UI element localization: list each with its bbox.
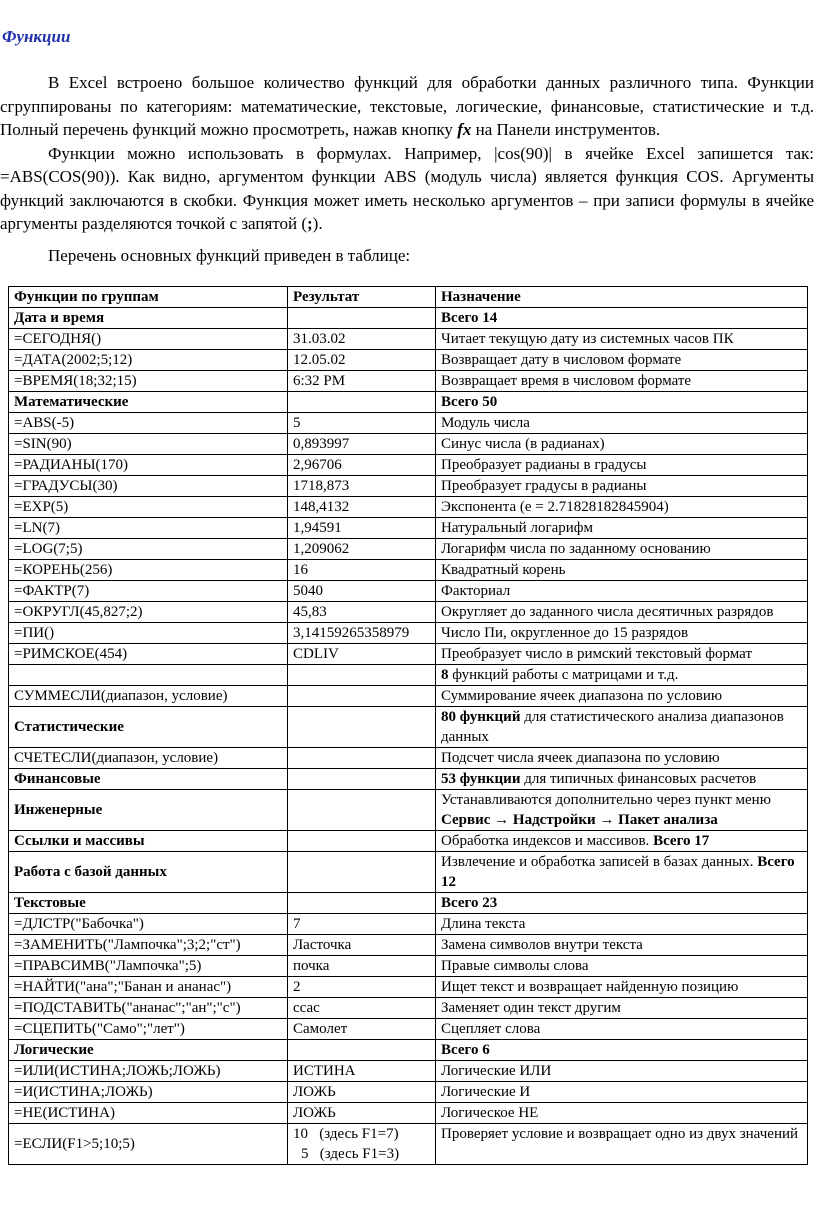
cell-purpose: Логические И: [436, 1082, 808, 1103]
cell-purpose: Суммирование ячеек диапазона по условию: [436, 686, 808, 707]
cell-result: [288, 831, 436, 852]
cell-function: =СЕГОДНЯ(): [9, 329, 288, 350]
cell-result: 5: [288, 413, 436, 434]
stat-text: для статистического анализа диапазонов данных: [441, 709, 784, 745]
cell-purpose: Синус числа (в радианах): [436, 434, 808, 455]
table-row: [9, 707, 808, 748]
cell-result: Самолет: [288, 1019, 436, 1040]
cell-result: [288, 665, 436, 686]
cell-purpose: Округляет до заданного числа десятичных разрядов: [436, 602, 808, 623]
table-row: [9, 455, 808, 476]
matrix-text: функций работы с матрицами и т.д.: [448, 667, 679, 683]
cell-purpose: Длина текста: [436, 914, 808, 935]
cell-group: Финансовые: [9, 769, 288, 790]
cell-result: ЛОЖЬ: [288, 1103, 436, 1124]
cell-result: [288, 790, 436, 831]
cell-result: CDLIV: [288, 644, 436, 665]
table-row: [9, 914, 808, 935]
cell-result: Ласточка: [288, 935, 436, 956]
cell-purpose: Всего 23: [436, 893, 808, 914]
cell-purpose: Читает текущую дату из системных часов ПК: [436, 329, 808, 350]
table-row: [9, 434, 808, 455]
cell-function: =И(ИСТИНА;ЛОЖЬ): [9, 1082, 288, 1103]
intro-p2-text: Функции можно использовать в формулах. Например, |cos(90)| в ячейке Excel запишется так: =ABS(COS(90)). Как видно, аргументом функции ABS (модуль числа) является функция COS. Аргументы функций заключаются в скобки. Функция может иметь несколько аргументов – при записи формулы в ячейке аргументы разделяются точкой с запятой (: [0, 143, 814, 233]
cell-group: Логические: [9, 1040, 288, 1061]
cell-purpose: Преобразует градусы в радианы: [436, 476, 808, 497]
eng-text: Устанавливаются дополнительно через пункт меню: [441, 792, 771, 808]
cell-result: ЛОЖЬ: [288, 1082, 436, 1103]
cell-function: =EXP(5): [9, 497, 288, 518]
cell-purpose: Натуральный логарифм: [436, 518, 808, 539]
table-row: [9, 998, 808, 1019]
cell-result: 2,96706: [288, 455, 436, 476]
cell-function: =ДЛСТР("Бабочка"): [9, 914, 288, 935]
cell-result: 0,893997: [288, 434, 436, 455]
cell-function: =ОКРУГЛ(45,827;2): [9, 602, 288, 623]
cell-function: =LOG(7;5): [9, 539, 288, 560]
cell-purpose: Правые символы слова: [436, 956, 808, 977]
table-row: [9, 893, 808, 914]
cell-result: [288, 748, 436, 769]
cell-group: Статистические: [9, 707, 288, 748]
cell-result: 16: [288, 560, 436, 581]
db-count: Всего 12: [441, 854, 795, 890]
cell-purpose: Факториал: [436, 581, 808, 602]
table-row: [9, 539, 808, 560]
cell-purpose: Число Пи, округленное до 15 разрядов: [436, 623, 808, 644]
cell-function: СЧЕТЕСЛИ(диапазон, условие): [9, 748, 288, 769]
cell-function: =ПОДСТАВИТЬ("ананас";"ан";"с"): [9, 998, 288, 1019]
cell-purpose: Сцепляет слова: [436, 1019, 808, 1040]
cell-purpose: Замена символов внутри текста: [436, 935, 808, 956]
cell-purpose: [436, 707, 808, 748]
cell-purpose: [436, 852, 808, 893]
cell-result: 5040: [288, 581, 436, 602]
table-row: [9, 686, 808, 707]
cell-result: ИСТИНА: [288, 1061, 436, 1082]
cell-function: =ПРАВСИМВ("Лампочка";5): [9, 956, 288, 977]
cell-group: Инженерные: [9, 790, 288, 831]
matrix-count: 8: [441, 667, 449, 683]
header-result: Результат: [288, 287, 436, 308]
table-row: [9, 371, 808, 392]
page-title: Функции: [2, 27, 71, 46]
cell-group: Текстовые: [9, 893, 288, 914]
cell-function: =НАЙТИ("ана";"Банан и ананас"): [9, 977, 288, 998]
table-row: [9, 852, 808, 893]
cell-function: =ЕСЛИ(F1>5;10;5): [9, 1124, 288, 1165]
cell-result: [288, 852, 436, 893]
db-text: Извлечение и обработка записей в базах данных.: [441, 854, 758, 870]
cell-purpose: Возвращает дату в числовом формате: [436, 350, 808, 371]
cell-result: почка: [288, 956, 436, 977]
cell-purpose: Модуль числа: [436, 413, 808, 434]
cell-function: =ФАКТР(7): [9, 581, 288, 602]
if-result-1: 10 (здесь F1=7): [293, 1126, 399, 1142]
cell-result: [288, 893, 436, 914]
cell-result: 1,94591: [288, 518, 436, 539]
cell-purpose: [436, 769, 808, 790]
table-row: [9, 623, 808, 644]
table-row: [9, 1082, 808, 1103]
cell-result: [288, 707, 436, 748]
table-row: [9, 1019, 808, 1040]
cell-result: [288, 769, 436, 790]
cell-result: [288, 308, 436, 329]
cell-function: =СЦЕПИТЬ("Само";"лет"): [9, 1019, 288, 1040]
table-row: [9, 581, 808, 602]
cell-purpose: Логическое НЕ: [436, 1103, 808, 1124]
table-row: [9, 956, 808, 977]
table-row: [9, 935, 808, 956]
cell-result: 7: [288, 914, 436, 935]
cell-result: 45,83: [288, 602, 436, 623]
cell-group: Математические: [9, 392, 288, 413]
table-row: [9, 1040, 808, 1061]
cell-result: [288, 686, 436, 707]
ref-text: Обработка индексов и массивов.: [441, 833, 654, 849]
header-groups: Функции по группам: [9, 287, 288, 308]
intro-paragraph-1: [0, 71, 814, 142]
cell-purpose: Подсчет числа ячеек диапазона по условию: [436, 748, 808, 769]
cell-result: 31.03.02: [288, 329, 436, 350]
cell-purpose: Заменяет один текст другим: [436, 998, 808, 1019]
fin-count: 53 функции: [441, 771, 521, 787]
cell-purpose: [436, 790, 808, 831]
cell-function: =ABS(-5): [9, 413, 288, 434]
cell-function: =LN(7): [9, 518, 288, 539]
intro-paragraph-3: Перечень основных функций приведен в таблице:: [48, 246, 411, 265]
cell-result: [288, 1040, 436, 1061]
cell-group: Дата и время: [9, 308, 288, 329]
cell-purpose: [436, 665, 808, 686]
cell-result: ссас: [288, 998, 436, 1019]
cell-purpose: Всего 50: [436, 392, 808, 413]
cell-function: =КОРЕНЬ(256): [9, 560, 288, 581]
cell-function: =ИЛИ(ИСТИНА;ЛОЖЬ;ЛОЖЬ): [9, 1061, 288, 1082]
cell-purpose: Квадратный корень: [436, 560, 808, 581]
eng-menu-path: Сервис → Надстройки → Пакет анализа: [441, 812, 718, 828]
cell-purpose: Преобразует число в римский текстовый формат: [436, 644, 808, 665]
intro-text-table-lead: [0, 244, 814, 268]
functions-table: [8, 286, 808, 1165]
table-row: [9, 329, 808, 350]
cell-result: [288, 392, 436, 413]
table-row: [9, 977, 808, 998]
cell-result: 6:32 PM: [288, 371, 436, 392]
intro-p2-semicolon: ;: [307, 214, 313, 233]
cell-result: 2: [288, 977, 436, 998]
table-row: [9, 413, 808, 434]
ref-count: Всего 17: [653, 833, 710, 849]
header-purpose: Назначение: [436, 287, 808, 308]
table-row: [9, 497, 808, 518]
table-row: [9, 831, 808, 852]
intro-p2-text-end: ).: [312, 214, 323, 233]
cell-function: =ЗАМЕНИТЬ("Лампочка";3;2;"ст"): [9, 935, 288, 956]
fx-button-label: fx: [457, 120, 472, 139]
intro-p1-text-end: на Панели инструментов.: [471, 120, 661, 139]
cell-group: Работа с базой данных: [9, 852, 288, 893]
cell-function: =НЕ(ИСТИНА): [9, 1103, 288, 1124]
cell-purpose: Ищет текст и возвращает найденную позицию: [436, 977, 808, 998]
table-row: [9, 665, 808, 686]
cell-result: 3,14159265358979: [288, 623, 436, 644]
table-header-row: [9, 287, 808, 308]
cell-purpose: Экспонента (e = 2.71828182845904): [436, 497, 808, 518]
table-row: [9, 769, 808, 790]
fin-text: для типичных финансовых расчетов: [520, 771, 757, 787]
table-row: [9, 308, 808, 329]
table-row: [9, 350, 808, 371]
table-row: [9, 1061, 808, 1082]
cell-result: 1,209062: [288, 539, 436, 560]
intro-paragraph-2: [0, 142, 814, 236]
table-row: [9, 518, 808, 539]
table-row: [9, 1124, 808, 1165]
cell-purpose: Возвращает время в числовом формате: [436, 371, 808, 392]
stat-count: 80 функций: [441, 709, 521, 725]
cell-result: 12.05.02: [288, 350, 436, 371]
cell-purpose: Преобразует радианы в градусы: [436, 455, 808, 476]
cell-function: =ВРЕМЯ(18;32;15): [9, 371, 288, 392]
table-row: [9, 748, 808, 769]
cell-function: =РАДИАНЫ(170): [9, 455, 288, 476]
cell-function: =ГРАДУСЫ(30): [9, 476, 288, 497]
cell-purpose: Проверяет условие и возвращает одно из двух значений: [436, 1124, 808, 1165]
cell-purpose: Логарифм числа по заданному основанию: [436, 539, 808, 560]
cell-function: [9, 665, 288, 686]
cell-result: 1718,873: [288, 476, 436, 497]
table-row: [9, 1103, 808, 1124]
cell-purpose: Всего 14: [436, 308, 808, 329]
cell-result: 148,4132: [288, 497, 436, 518]
table-row: [9, 476, 808, 497]
cell-purpose: Логические ИЛИ: [436, 1061, 808, 1082]
cell-function: =ДАТА(2002;5;12): [9, 350, 288, 371]
cell-function: =SIN(90): [9, 434, 288, 455]
cell-function: =РИМСКОЕ(454): [9, 644, 288, 665]
intro-text: [0, 71, 814, 236]
table-row: [9, 790, 808, 831]
cell-purpose: Всего 6: [436, 1040, 808, 1061]
table-row: [9, 392, 808, 413]
if-result-2: 5 (здесь F1=3): [301, 1146, 400, 1162]
cell-function: =ПИ(): [9, 623, 288, 644]
cell-group: Ссылки и массивы: [9, 831, 288, 852]
cell-function: СУММЕСЛИ(диапазон, условие): [9, 686, 288, 707]
cell-result: [288, 1124, 436, 1165]
table-row: [9, 560, 808, 581]
table-row: [9, 602, 808, 623]
table-row: [9, 644, 808, 665]
cell-purpose: [436, 831, 808, 852]
intro-p1-text: В Excel встроено большое количество функций для обработки данных различного типа. Функции сгруппированы по категориям: математические, текстовые, логические, финансовые, статистические и т.д. Полный перечень функций можно просмотреть, нажав кнопку: [0, 73, 814, 139]
